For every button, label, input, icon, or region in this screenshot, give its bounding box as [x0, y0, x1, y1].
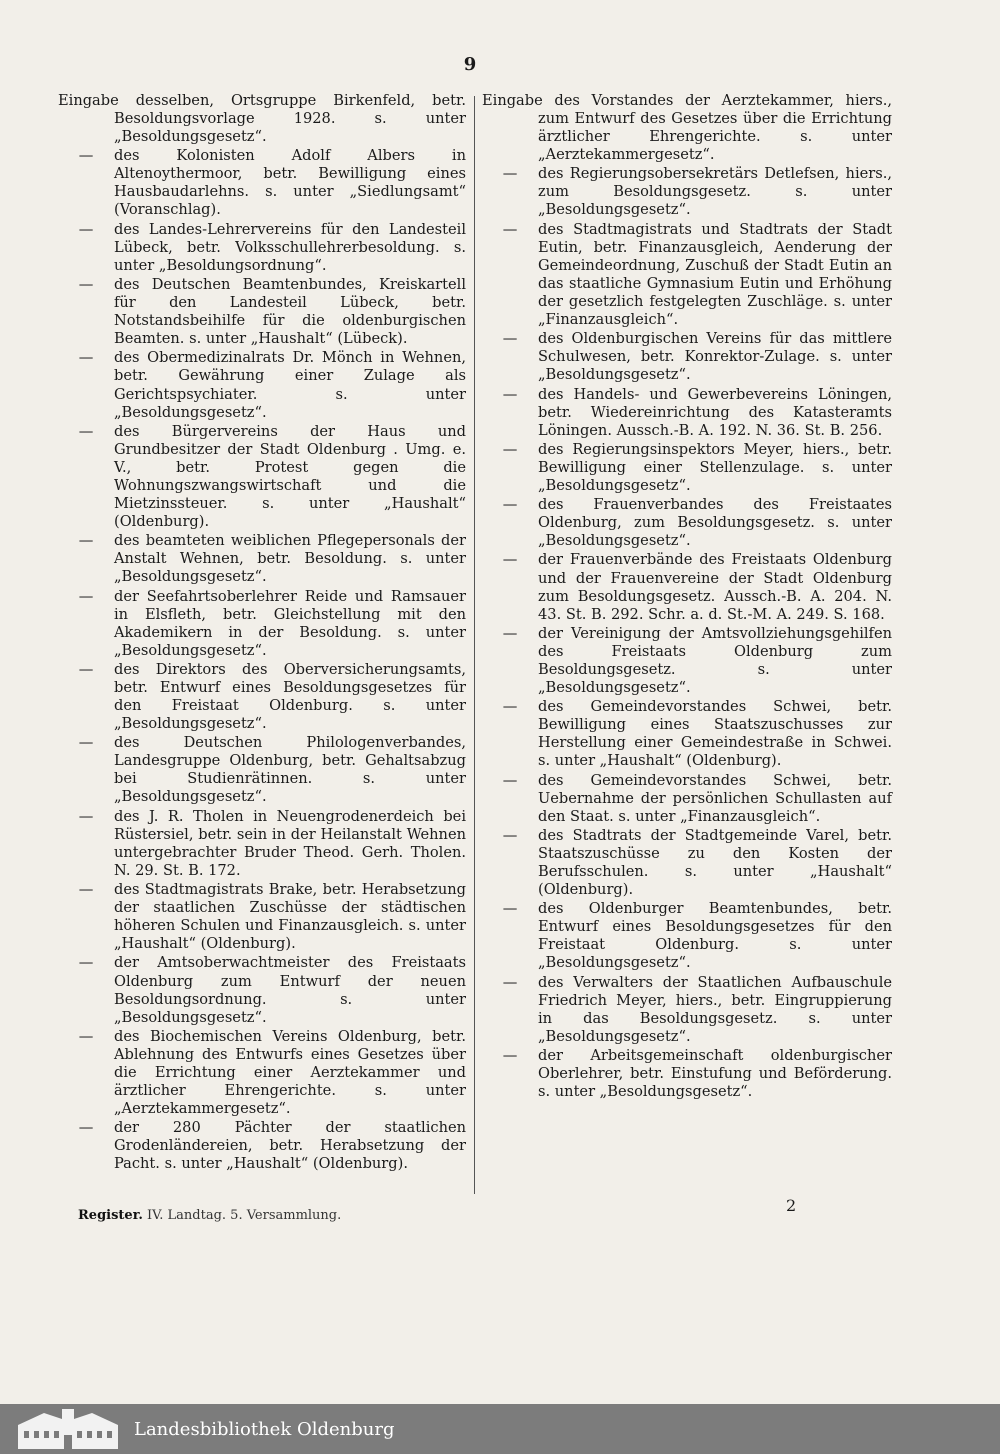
entry-text: des Stadtmagistrats und Stadtrats der Stadt Eutin, betr. Finanzausgleich, Aenderung der Gemeindeordnung, Zuschuß der Stadt Eutin an das staatliche Gymnasium Eutin und Erhöhung der gesetzlich festgelegten Zuschläge. s. unter „Finanzausgleich“.: [538, 220, 892, 328]
entry-dash: —: [78, 587, 94, 605]
register-label: Register.: [78, 1208, 143, 1223]
index-entry: [482, 698, 892, 770]
entry-text: der Amtsoberwachtmeister des Freistaats Oldenburg zum Entwurf der neuen Besoldungsordnung. s. unter „Besoldungsgesetz“.: [114, 954, 466, 1026]
entry-text: des Gemeindevorstandes Schwei, betr. Bewilligung eines Staatszuschusses zur Herstellung einer Gemeindestraße in Schwei. s. unter „Haushalt“ (Oldenburg).: [538, 698, 892, 770]
index-entry: [58, 661, 466, 733]
library-building-icon: [14, 1407, 122, 1451]
index-entry: [482, 625, 892, 697]
entry-text: der 280 Pächter der staatlichen Grodenländereien, betr. Herabsetzung der Pacht. s. unter „Haushalt“ (Oldenburg).: [114, 1119, 466, 1173]
index-entry: [482, 496, 892, 550]
index-entry: [58, 349, 466, 421]
entry-dash: —: [78, 276, 94, 294]
entry-dash: —: [502, 771, 518, 789]
library-banner: [0, 1404, 1000, 1454]
entry-dash: —: [78, 954, 94, 972]
entry-dash: —: [502, 698, 518, 716]
entry-text: der Arbeitsgemeinschaft oldenburgischer Oberlehrer, betr. Einstufung und Beförderung. s. unter „Besoldungsgesetz“.: [538, 1047, 892, 1101]
entry-text: des Biochemischen Vereins Oldenburg, betr. Ablehnung des Entwurfs eines Gesetzes über die Errichtung einer Aerztekammer und ärztlicher Ehrengerichte. s. unter „Aerztekammergesetz“.: [114, 1027, 466, 1118]
index-entry: [482, 1047, 892, 1101]
index-entry: [482, 772, 892, 826]
index-entry: [58, 423, 466, 531]
entry-text: des Gemeindevorstandes Schwei, betr. Uebernahme der persönlichen Schullasten auf den Staat. s. unter „Finanzausgleich“.: [538, 771, 892, 825]
entry-text: des Regierungsinspektors Meyer, hiers., betr. Bewilligung einer Stellenzulage. s. unter „Besoldungsgesetz“.: [538, 440, 892, 494]
entry-text: des Landes-Lehrervereins für den Landesteil Lübeck, betr. Volksschullehrerbesoldung. s. unter „Besoldungsordnung“.: [114, 220, 466, 274]
page-number: 9: [463, 54, 477, 75]
entry-text: des Kolonisten Adolf Albers in Altenoythermoor, betr. Bewilligung eines Hausbaudarlehns. s. unter „Siedlungsamt“ (Voranschlag).: [114, 147, 466, 219]
entry-dash: —: [78, 220, 94, 238]
index-entry: [58, 1119, 466, 1173]
entry-text: des Direktors des Oberversicherungsamts, betr. Entwurf eines Besoldungsgesetzes für den Freistaat Oldenburg. s. unter „Besoldungsgesetz“.: [114, 660, 466, 733]
entry-dash: —: [78, 532, 94, 550]
index-entry: [58, 1028, 466, 1118]
entry-dash: —: [78, 734, 94, 752]
entry-dash: —: [502, 624, 518, 642]
entry-dash: —: [78, 1027, 94, 1045]
entry-dash: —: [502, 900, 518, 918]
index-entry: [482, 386, 892, 440]
index-entry: [58, 532, 466, 586]
entry-dash: —: [502, 165, 518, 183]
index-entry: [482, 165, 892, 219]
entry-dash: —: [502, 385, 518, 403]
sheet-marker: 2: [786, 1196, 797, 1215]
index-entry: [482, 827, 892, 899]
index-entry: [58, 221, 466, 275]
entry-text: des Handels- und Gewerbevereins Löningen, betr. Wiedereinrichtung des Katasteramts Löningen. Aussch.-B. A. 192. N. 36. St. B. 256.: [538, 385, 892, 439]
entry-text: des Frauenverbandes des Freistaates Oldenburg, zum Besoldungsgesetz. s. unter „Besoldungsgesetz“.: [538, 496, 892, 550]
entry-dash: —: [502, 330, 518, 348]
entry-dash: —: [502, 220, 518, 238]
entry-dash: —: [78, 349, 94, 367]
entry-dash: —: [78, 660, 94, 678]
entry-text: des Regierungsobersekretärs Detlefsen, hiers., zum Besoldungsgesetz. s. unter „Besoldungsgesetz“.: [538, 165, 892, 219]
entry-dash: —: [502, 1047, 518, 1065]
entry-dash: —: [502, 496, 518, 514]
entry-text: des Bürgervereins der Haus und Grundbesitzer der Stadt Oldenburg . Umg. e. V., betr. Protest gegen die Wohnungszwangswirtschaft und die Mietzinssteuer. s. unter „Haushalt“ (Oldenburg).: [114, 422, 466, 531]
index-entry: [482, 900, 892, 972]
entry-text: des Oldenburger Beamtenbundes, betr. Entwurf eines Besoldungsgesetzes für den Freistaat Oldenburg. s. unter „Besoldungsgesetz“.: [538, 900, 892, 972]
index-entry: [58, 954, 466, 1026]
entry-dash: —: [502, 973, 518, 991]
library-name: Landesbibliothek Oldenburg: [134, 1418, 395, 1440]
entry-dash: —: [502, 826, 518, 844]
entry-dash: —: [78, 807, 94, 825]
left-column: [58, 92, 466, 1175]
entry-text: des Deutschen Beamtenbundes, Kreiskartell für den Landesteil Lübeck, betr. Notstandsbeihilfe für die oldenburgischen Beamten. s. unter „Haushalt“ (Lübeck).: [114, 276, 466, 348]
right-first-entry: Eingabe des Vorstandes der Aerztekammer, hiers., zum Entwurf des Gesetzes über die Errichtung ärztlicher Ehrengerichte. s. unter „Aerztekammergesetz“.: [482, 92, 892, 164]
entry-dash: —: [78, 1119, 94, 1137]
entry-dash: —: [78, 881, 94, 899]
index-entry: [482, 221, 892, 329]
index-entry: [58, 588, 466, 660]
index-entry: [58, 734, 466, 806]
entry-dash: —: [502, 551, 518, 569]
register-text: IV. Landtag. 5. Versammlung.: [147, 1208, 342, 1223]
entry-text: der Seefahrtsoberlehrer Reide und Ramsauer in Elsfleth, betr. Gleichstellung mit den Akademikern in der Besoldung. s. unter „Besoldungsgesetz“.: [114, 587, 466, 659]
index-entry: [482, 441, 892, 495]
index-entry: [58, 276, 466, 348]
entry-text: des J. R. Tholen in Neuengrodenerdeich bei Rüstersiel, betr. sein in der Heilanstalt Wehnen untergebrachter Bruder Theod. Gerh. Tholen. N. 29. St. B. 172.: [114, 807, 466, 879]
left-entry-list: [58, 147, 466, 1173]
right-column: [482, 92, 892, 1102]
index-entry: [482, 551, 892, 623]
left-first-entry: Eingabe desselben, Ortsgruppe Birkenfeld, betr. Besoldungsvorlage 1928. s. unter „Besoldungsgesetz“.: [58, 92, 466, 146]
right-entry-list: [482, 165, 892, 1101]
entry-text: des beamteten weiblichen Pflegepersonals der Anstalt Wehnen, betr. Besoldung. s. unter „Besoldungsgesetz“.: [114, 532, 466, 586]
entry-text: des Obermedizinalrats Dr. Mönch in Wehnen, betr. Gewährung einer Zulage als Gerichtspsychiater. s. unter „Besoldungsgesetz“.: [114, 349, 466, 421]
entry-text: des Stadtrats der Stadtgemeinde Varel, betr. Staatszuschüsse zu den Kosten der Berufsschulen. s. unter „Haushalt“ (Oldenburg).: [538, 826, 892, 899]
index-entry: [482, 330, 892, 384]
entry-text: des Oldenburgischen Vereins für das mittlere Schulwesen, betr. Konrektor-Zulage. s. unter „Besoldungsgesetz“.: [538, 330, 892, 384]
register-footer: [78, 1208, 341, 1223]
index-entry: [482, 974, 892, 1046]
entry-text: des Verwalters der Staatlichen Aufbauschule Friedrich Meyer, hiers., betr. Eingruppierung in das Besoldungsgesetz. s. unter „Besoldungsgesetz“.: [538, 973, 892, 1045]
entry-text: der Frauenverbände des Freistaats Oldenburg und der Frauenvereine der Stadt Oldenburg zum Besoldungsgesetz. Aussch.-B. A. 204. N. 43. St. B. 292. Schr. a. d. St.-M. A. 249. S. 168.: [538, 551, 892, 623]
entry-dash: —: [502, 440, 518, 458]
entry-dash: —: [78, 147, 94, 165]
entry-text: der Vereinigung der Amtsvollziehungsgehilfen des Freistaats Oldenburg zum Besoldungsgesetz. s. unter „Besoldungsgesetz“.: [538, 624, 892, 696]
index-entry: [58, 147, 466, 219]
index-entry: [58, 808, 466, 880]
index-entry: [58, 881, 466, 953]
entry-dash: —: [78, 422, 94, 440]
column-divider: [474, 96, 475, 1194]
entry-text: des Stadtmagistrats Brake, betr. Herabsetzung der staatlichen Zuschüsse der städtischen höheren Schulen und Finanzausgleich. s. unter „Haushalt“ (Oldenburg).: [114, 881, 466, 953]
entry-text: des Deutschen Philologenverbandes, Landesgruppe Oldenburg, betr. Gehaltsabzug bei Studienrätinnen. s. unter „Besoldungsgesetz“.: [114, 734, 466, 806]
